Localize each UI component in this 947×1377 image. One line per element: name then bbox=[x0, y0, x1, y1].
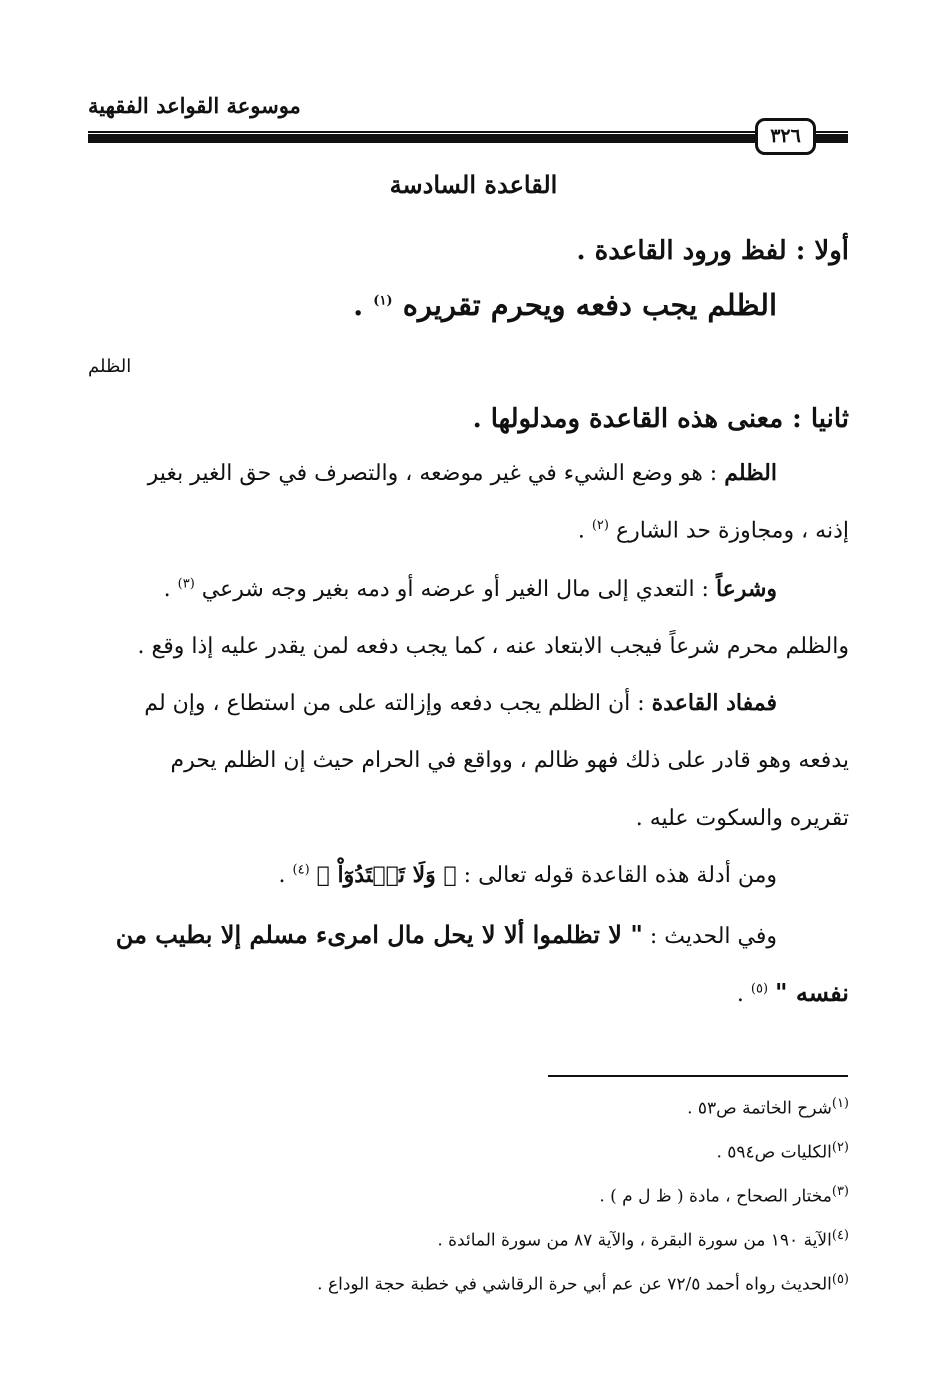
footnote-number: (٤) bbox=[831, 1228, 849, 1243]
hadith-intro: وفي الحديث : bbox=[649, 924, 777, 949]
term-zulm: الظلم bbox=[724, 460, 777, 486]
footnote-ref: (١) bbox=[373, 293, 393, 309]
footnote-number: (٢) bbox=[831, 1140, 849, 1155]
paragraph-definition-line2 bbox=[578, 518, 849, 543]
footnote-separator bbox=[548, 1075, 848, 1077]
footnote-4 bbox=[437, 1228, 849, 1251]
header-rule-thick bbox=[88, 134, 755, 143]
rule-statement bbox=[353, 288, 777, 322]
running-header-title: موسوعة القواعد الفقهية bbox=[88, 93, 301, 118]
footnote-ref: (٣) bbox=[177, 576, 195, 592]
footnote-ref: (٤) bbox=[292, 862, 310, 878]
definition-text: : هو وضع الشيء في غير موضعه ، والتصرف في حق الغير بغير bbox=[147, 461, 718, 486]
quran-verse: ﴿ وَلَا تَعۡتَدُوٓاْ ﴾ bbox=[316, 862, 457, 888]
footnote-text: مختار الصحاح ، مادة ( ظ ل م ) . bbox=[599, 1186, 832, 1207]
paragraph-sharan bbox=[164, 576, 777, 602]
page-number: ٣٢٦ bbox=[755, 118, 816, 155]
header-rule-thin bbox=[88, 131, 755, 133]
rule-statement-end: . bbox=[353, 288, 364, 322]
term-mufad: فمفاد القاعدة bbox=[651, 690, 777, 716]
footnote-text: الآية ١٩٠ من سورة البقرة ، والآية ٨٧ من سورة المائدة . bbox=[437, 1230, 832, 1251]
period: . bbox=[278, 863, 286, 888]
definition-text-2: إذنه ، ومجاوزة حد الشارع bbox=[615, 518, 849, 544]
footnote-number: (١) bbox=[831, 1096, 849, 1111]
rule-statement-text: الظلم يجب دفعه ويحرم تقريره bbox=[402, 288, 777, 322]
footnote-1 bbox=[687, 1096, 849, 1119]
paragraph-definition-line1 bbox=[148, 460, 777, 486]
footnote-5 bbox=[317, 1272, 849, 1295]
footnote-text: الحديث رواه أحمد ٧٢/٥ عن عم أبي حرة الرقاشي في خطبة حجة الوداع . bbox=[317, 1274, 832, 1295]
footnote-ref: (٢) bbox=[591, 518, 609, 533]
paragraph-hadith-line1 bbox=[116, 920, 777, 949]
heading-second: ثانيا : معنى هذه القاعدة ومدلولها . bbox=[472, 404, 849, 434]
period: . bbox=[577, 518, 585, 544]
heading-first: أولا : لفظ ورود القاعدة . bbox=[576, 236, 849, 266]
footnote-number: (٣) bbox=[831, 1184, 849, 1199]
hadith-text: " لا تظلموا ألا لا يحل مال امرىء مسلم إلا بطيب من bbox=[115, 920, 643, 949]
footnote-text: الكليات ص٥٩٤ . bbox=[716, 1142, 832, 1163]
period: . bbox=[163, 577, 171, 602]
paragraph-prohibition: والظلم محرم شرعاً فيجب الابتعاد عنه ، كما يجب دفعه لمن يقدر عليه إذا وقع . bbox=[137, 634, 849, 659]
mufad-text: : أن الظلم يجب دفعه وإزالته على من استطاع ، وإن لم bbox=[144, 691, 645, 716]
footnote-3 bbox=[599, 1184, 849, 1207]
section-title: القاعدة السادسة bbox=[389, 170, 558, 199]
paragraph-mufad-line3: تقريره والسكوت عليه . bbox=[635, 806, 849, 831]
paragraph-evidence bbox=[279, 862, 777, 888]
footnote-text: شرح الخاتمة ص٥٣ . bbox=[687, 1098, 832, 1119]
footnote-ref: (٥) bbox=[750, 981, 769, 997]
term-sharan: وشرعاً bbox=[715, 576, 777, 602]
footnote-number: (٥) bbox=[831, 1272, 849, 1287]
hadith-text-2: نفسه " bbox=[775, 978, 849, 1007]
period: . bbox=[736, 982, 744, 1007]
paragraph-mufad-line2: يدفعه وهو قادر على ذلك فهو ظالم ، وواقع في الحرام حيث إن الظلم يحرم bbox=[170, 748, 849, 773]
sharan-text: : التعدي إلى مال الغير أو عرضه أو دمه بغير وجه شرعي bbox=[201, 577, 709, 602]
paragraph-hadith-line2 bbox=[737, 978, 849, 1007]
evidence-text: ومن أدلة هذه القاعدة قوله تعالى : bbox=[463, 863, 777, 888]
paragraph-mufad-line1 bbox=[144, 690, 777, 716]
footnote-2 bbox=[716, 1140, 849, 1163]
side-word: الظلم bbox=[88, 356, 132, 377]
